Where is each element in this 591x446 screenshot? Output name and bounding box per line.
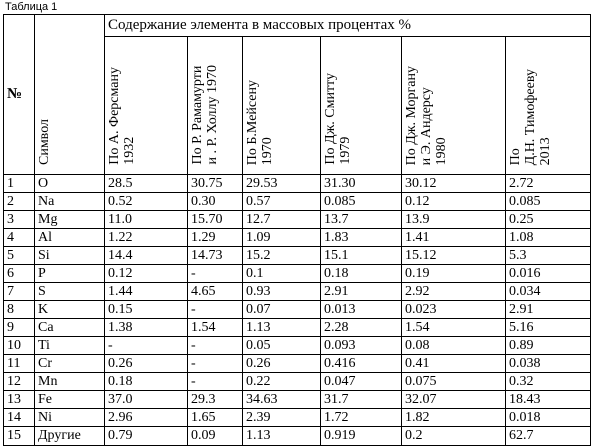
value-cell: 0.919	[321, 427, 402, 446]
table-row	[4, 409, 591, 427]
value-cell: 0.018	[506, 409, 591, 427]
value-cell: 0.023	[402, 301, 506, 319]
table-row	[4, 319, 591, 337]
table-row	[4, 355, 591, 373]
table-row	[4, 301, 591, 319]
symbol-cell: O	[35, 175, 105, 193]
value-cell: 15.12	[402, 247, 506, 265]
value-cell: 29.3	[188, 391, 243, 409]
value-cell: 30.12	[402, 175, 506, 193]
value-cell: 1.41	[402, 229, 506, 247]
value-cell: 31.30	[321, 175, 402, 193]
value-cell: 18.43	[506, 391, 591, 409]
value-cell: 4.65	[188, 283, 243, 301]
table-row	[4, 373, 591, 391]
row-number-cell: 4	[4, 229, 35, 247]
value-cell: 1.29	[188, 229, 243, 247]
value-cell: 0.013	[321, 301, 402, 319]
value-cell: 0.22	[243, 373, 321, 391]
symbol-cell: Si	[35, 247, 105, 265]
value-cell: 0.52	[105, 193, 188, 211]
value-cell: 2.92	[402, 283, 506, 301]
value-cell: 14.73	[188, 247, 243, 265]
row-number-cell: 12	[4, 373, 35, 391]
source-header-label: По А. Ферсману 1932	[107, 67, 137, 165]
value-cell: 0.09	[188, 427, 243, 446]
value-cell: 15.70	[188, 211, 243, 229]
value-cell: 0.093	[321, 337, 402, 355]
value-cell: -	[188, 301, 243, 319]
value-cell: 1.09	[243, 229, 321, 247]
value-cell: 0.19	[402, 265, 506, 283]
value-cell: 0.32	[506, 373, 591, 391]
row-number-cell: 3	[4, 211, 35, 229]
symbol-cell: Ni	[35, 409, 105, 427]
value-cell: 2.28	[321, 319, 402, 337]
symbol-cell: Mg	[35, 211, 105, 229]
group-header: Содержание элемента в массовых процентах %	[105, 15, 591, 37]
value-cell: 0.26	[243, 355, 321, 373]
source-header-label: По Б.Мейсену 1970	[245, 79, 275, 165]
row-number-cell: 10	[4, 337, 35, 355]
source-header-label: По Дж. Смитту 1979	[323, 73, 353, 165]
table-row	[4, 211, 591, 229]
symbol-cell: Cr	[35, 355, 105, 373]
value-cell: 12.7	[243, 211, 321, 229]
value-cell: -	[188, 355, 243, 373]
row-number-cell: 5	[4, 247, 35, 265]
row-number-cell: 15	[4, 427, 35, 446]
table-row	[4, 193, 591, 211]
source-header-label: По Р. Рамамурти и . Р. Холлу 1970	[190, 65, 220, 165]
row-number-cell: 14	[4, 409, 35, 427]
element-content-table	[3, 14, 591, 446]
value-cell: 0.038	[506, 355, 591, 373]
row-number-cell: 2	[4, 193, 35, 211]
value-cell: -	[105, 337, 188, 355]
table-caption: Таблица 1	[5, 1, 58, 13]
value-cell: 1.08	[506, 229, 591, 247]
value-cell: 0.085	[321, 193, 402, 211]
value-cell: 5.16	[506, 319, 591, 337]
row-number-cell: 1	[4, 175, 35, 193]
symbol-cell: Al	[35, 229, 105, 247]
value-cell: 0.41	[402, 355, 506, 373]
value-cell: 15.2	[243, 247, 321, 265]
table-row	[4, 175, 591, 193]
value-cell: 2.72	[506, 175, 591, 193]
symbol-cell: Mn	[35, 373, 105, 391]
value-cell: 0.12	[402, 193, 506, 211]
table-row	[4, 427, 591, 446]
value-cell: 1.54	[402, 319, 506, 337]
source-header-6	[506, 37, 591, 175]
value-cell: 37.0	[105, 391, 188, 409]
value-cell: 1.38	[105, 319, 188, 337]
value-cell: 2.91	[321, 283, 402, 301]
value-cell: 0.034	[506, 283, 591, 301]
table-row	[4, 391, 591, 409]
value-cell: 2.96	[105, 409, 188, 427]
row-number-cell: 11	[4, 355, 35, 373]
value-cell: 0.25	[506, 211, 591, 229]
row-number-cell: 7	[4, 283, 35, 301]
source-header-label: По Д.Н. Тимофееву 2013	[508, 68, 553, 165]
source-header-label: По Дж. Моргану и Э. Андерсу 1980	[404, 65, 449, 165]
value-cell: 0.07	[243, 301, 321, 319]
value-cell: 0.047	[321, 373, 402, 391]
value-cell: 0.18	[321, 265, 402, 283]
table-row	[4, 229, 591, 247]
source-header-4	[321, 37, 402, 175]
row-number-cell: 6	[4, 265, 35, 283]
value-cell: 0.79	[105, 427, 188, 446]
value-cell: 1.83	[321, 229, 402, 247]
value-cell: 1.65	[188, 409, 243, 427]
symbol-cell: P	[35, 265, 105, 283]
row-number-cell: 13	[4, 391, 35, 409]
table-row	[4, 283, 591, 301]
value-cell: 1.82	[402, 409, 506, 427]
symbol-header	[35, 15, 105, 175]
table-row	[4, 265, 591, 283]
value-cell: 0.12	[105, 265, 188, 283]
value-cell: 0.416	[321, 355, 402, 373]
value-cell: 0.05	[243, 337, 321, 355]
value-cell: 0.18	[105, 373, 188, 391]
source-header-1	[105, 37, 188, 175]
value-cell: 1.13	[243, 319, 321, 337]
value-cell: -	[188, 265, 243, 283]
value-cell: 31.7	[321, 391, 402, 409]
value-cell: 0.016	[506, 265, 591, 283]
value-cell: 1.22	[105, 229, 188, 247]
value-cell: 32.07	[402, 391, 506, 409]
row-number-cell: 8	[4, 301, 35, 319]
value-cell: 0.085	[506, 193, 591, 211]
value-cell: 1.54	[188, 319, 243, 337]
value-cell: 1.13	[243, 427, 321, 446]
value-cell: 0.89	[506, 337, 591, 355]
source-header-2	[188, 37, 243, 175]
value-cell: 0.075	[402, 373, 506, 391]
value-cell: 0.57	[243, 193, 321, 211]
value-cell: 0.2	[402, 427, 506, 446]
value-cell: 15.1	[321, 247, 402, 265]
symbol-cell: Ca	[35, 319, 105, 337]
value-cell: 0.26	[105, 355, 188, 373]
value-cell: 13.7	[321, 211, 402, 229]
symbol-cell: Fe	[35, 391, 105, 409]
value-cell: 0.30	[188, 193, 243, 211]
value-cell: 14.4	[105, 247, 188, 265]
table-row	[4, 247, 591, 265]
value-cell: 1.44	[105, 283, 188, 301]
value-cell: -	[188, 337, 243, 355]
value-cell: 30.75	[188, 175, 243, 193]
symbol-cell: Na	[35, 193, 105, 211]
value-cell: 5.3	[506, 247, 591, 265]
value-cell: 34.63	[243, 391, 321, 409]
value-cell: 0.1	[243, 265, 321, 283]
value-cell: 1.72	[321, 409, 402, 427]
value-cell: 29.53	[243, 175, 321, 193]
symbol-cell: K	[35, 301, 105, 319]
value-cell: 2.91	[506, 301, 591, 319]
symbol-header-label: Символ	[37, 118, 52, 165]
source-header-3	[243, 37, 321, 175]
value-cell: 2.39	[243, 409, 321, 427]
symbol-cell: Ti	[35, 337, 105, 355]
value-cell: -	[188, 373, 243, 391]
value-cell: 0.08	[402, 337, 506, 355]
value-cell: 0.93	[243, 283, 321, 301]
value-cell: 13.9	[402, 211, 506, 229]
row-number-cell: 9	[4, 319, 35, 337]
value-cell: 0.15	[105, 301, 188, 319]
value-cell: 28.5	[105, 175, 188, 193]
value-cell: 62.7	[506, 427, 591, 446]
table-row	[4, 337, 591, 355]
symbol-cell: S	[35, 283, 105, 301]
value-cell: 11.0	[105, 211, 188, 229]
number-header: №	[4, 15, 35, 175]
symbol-cell: Другие	[35, 427, 105, 446]
source-header-5	[402, 37, 506, 175]
